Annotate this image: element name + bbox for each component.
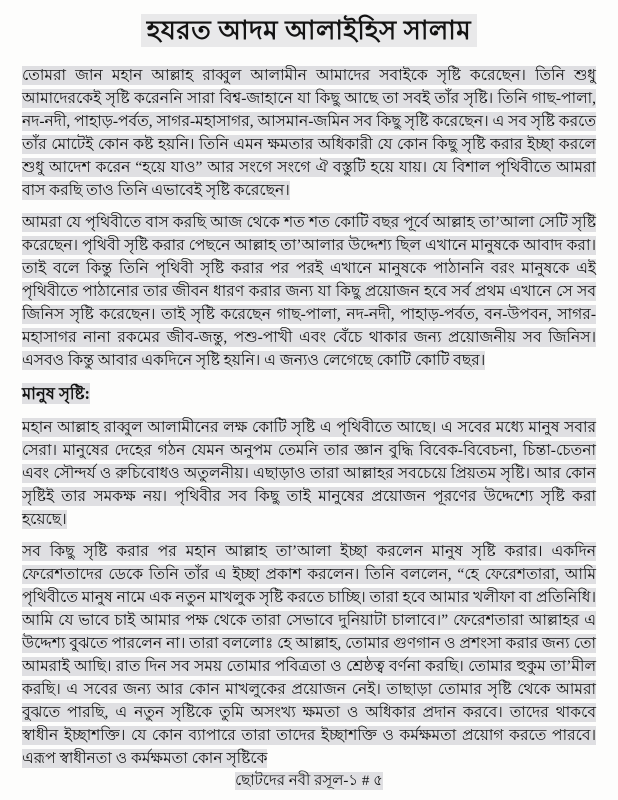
paragraph-1 [22,64,596,202]
paragraph-3-text: মহান আল্লাহ রাব্বুল আলামীনের লক্ষ কোটি সৃষ্টি এ পৃথিবীতে আছে। এ সবের মধ্যে মানুষ সবার সেরা। মানুষের দেহের গঠন যেমন অনুপম তেমনি তার জ্ঞান বুদ্ধি বিবেক-বিবেচনা, চিন্তা-চেতনা এবং সৌন্দর্য ও রুচিবোধও অতুলনীয়। এছাড়াও তারা আল্লাহর সবচেয়ে প্রিয়তম সৃষ্টি। আর কোন সৃষ্টিই তার সমকক্ষ নয়। পৃথিবীর সব কিছু তাই মানুষের প্রয়োজন পূরণের উদ্দেশ্যে সৃষ্টি করা হয়েছে। [22,419,596,528]
page-title-text: হযরত আদম আলাইহিস সালাম [141,14,477,47]
section-heading [22,381,596,408]
paragraph-4 [22,540,596,770]
page-footer-text: ছোটদের নবী রসূল-১ # ৫ [235,773,383,789]
page-footer [0,769,618,794]
paragraph-2-text: আমরা যে পৃথিবীতে বাস করছি আজ থেকে শত শত কোটি বছর পূর্বে আল্লাহ তা’আলা সেটি সৃষ্টি করেছেন। পৃথিবী সৃষ্টি করার পেছনে আল্লাহ তা’আলার উদ্দেশ্য ছিল এখানে মানুষকে আবাদ করা। তাই বলে কিন্তু তিনি পৃথিবী সৃষ্টি করার পর পরই এখানে মানুষকে পাঠাননি বরং মানুষকে এই পৃথিবীতে পাঠানোর তার জীবন ধারণ করার জন্য যা কিছু প্রয়োজন হবে সর্ব প্রথম এখানে সে সব জিনিস সৃষ্টি করেছেন। তাই সৃষ্টি করেছেন গাছ-পালা, নদ-নদী, পাহাড়-পর্বত, বন-উপবন, সাগর-মহাসাগর নানা রকমের জীব-জন্তু, পশু-পাখী এবং বেঁচে থাকার জন্য প্রয়োজনীয় সব জিনিস। এসবও কিন্তু আবার একদিনে সৃষ্টি হয়নি। এ জন্যও লেগেছে কোটি কোটি বছর। [22,214,596,369]
paragraph-2 [22,211,596,372]
paragraph-4-text: সব কিছু সৃষ্টি করার পর মহান আল্লাহ তা’আলা ইচ্ছা করলেন মানুষ সৃষ্টি করার। একদিন ফেরেশতাদের ডেকে তিনি তাঁর এ ইচ্ছা প্রকাশ করলেন। তিনি বললেন, “হে ফেরেশতারা, আমি পৃথিবীতে মানুষ নামে এক নতুন মাখলুক সৃষ্টি করতে চাচ্ছি। তারা হবে আমার খলীফা বা প্রতিনিধি। আমি যে ভাবে চাই আমার পক্ষ থেকে তারা সেভাবে দুনিয়াটা চালাবে।” ফেরেশতারা আল্লাহর এ উদ্দেশ্য বুঝতে পারলেন না। তারা বললোঃ হে আল্লাহ, তোমার গুণগান ও প্রশংসা করার জন্য তো আমরাই আছি। রাত দিন সব সময় তোমার পবিত্রতা ও শ্রেষ্ঠত্ব বর্ণনা করছি। তোমার হুকুম তা’মীল করছি। এ সবের জন্য আর কোন মাখলুকের প্রয়োজন নেই। তাছাড়া তোমার সৃষ্টি থেকে আমরা বুঝতে পারছি, এ নতুন সৃষ্টিকে তুমি অসংখ্য ক্ষমতা ও অধিকার প্রদান করবে। তাদের থাকবে স্বাধীন ইচ্ছাশক্তি। যে কোন ব্যাপারে তারা তাদের ইচ্ছাশক্তি ও কর্মক্ষমতা প্রয়োগ করতে পারবে। এরূপ স্বাধীনতা ও কর্মক্ষমতা কোন সৃষ্টিকে [22,543,596,767]
paragraph-1-text: তোমরা জান মহান আল্লাহ রাব্বুল আলামীন আমাদের সবাইকে সৃষ্টি করেছেন। তিনি শুধু আমাদেরকেই সৃষ্টি করেননি সারা বিশ্ব-জাহানে যা কিছু আছে তা সবই তাঁর সৃষ্টি। তিনি গাছ-পালা, নদ-নদী, পাহাড়-পর্বত, সাগর-মহাসাগর, আসমান-জমিন সব কিছু সৃষ্টি করেছেন। এ সব সৃষ্টি করতে তাঁর মোটেই কোন কষ্ট হয়নি। তিনি এমন ক্ষমতার অধিকারী যে কোন কিছু সৃষ্টি করার ইচ্ছা করলে শুধু আদেশ করেন “হয়ে যাও” আর সংগে সংগে ঐ বস্তুটি হয়ে যায়। যে বিশাল পৃথিবীতে আমরা বাস করছি তাও তিনি এভাবেই সৃষ্টি করেছেন। [22,67,596,199]
paragraph-3 [22,416,596,531]
section-heading-text: মানুষ সৃষ্টি: [22,384,91,403]
page-title [22,10,596,54]
